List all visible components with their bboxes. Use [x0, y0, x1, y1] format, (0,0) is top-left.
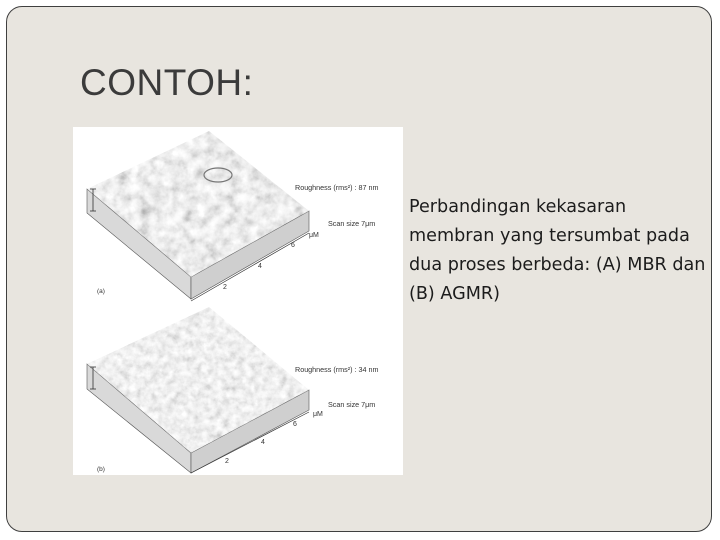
- axis-unit: μM: [313, 411, 323, 418]
- slide-title: CONTOH:: [80, 62, 254, 103]
- afm-panel-b: [73, 297, 378, 473]
- tick-label: 4: [261, 439, 265, 446]
- scan-size-label: Scan size 7μm: [328, 400, 376, 409]
- afm-panel-a: [73, 127, 378, 301]
- slide: [6, 6, 712, 532]
- scan-size-label: Scan size 7μm: [328, 219, 376, 228]
- figure-caption: Perbandingan kekasaran membran yang tersumbat pada dua proses berbeda: (A) MBR dan (B) AGMR): [409, 197, 706, 304]
- tick-label: 6: [291, 242, 295, 249]
- tick-label: 2: [225, 458, 229, 465]
- tick-label: 4: [258, 263, 262, 270]
- afm-figure: [73, 127, 403, 475]
- roughness-label: Roughness (rms²) : 34 nm: [295, 365, 379, 374]
- panel-label: (a): [97, 288, 105, 295]
- axis-unit: μM: [309, 232, 319, 239]
- roughness-label: Roughness (rms²) : 87 nm: [295, 183, 379, 192]
- tick-label: 6: [293, 421, 297, 428]
- panel-label: (b): [97, 466, 105, 473]
- tick-label: 2: [223, 284, 227, 291]
